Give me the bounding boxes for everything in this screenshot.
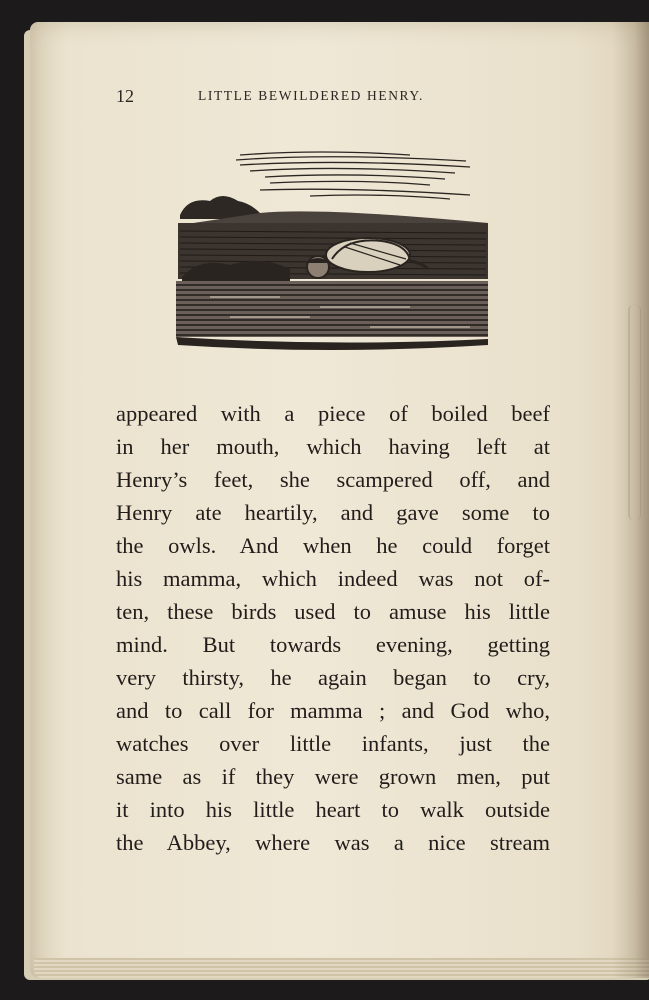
- binding-thread: [628, 305, 641, 520]
- text-line: Henry’s feet, she scampered off, and: [116, 467, 550, 492]
- text-line: Henry ate heartily, and gave some to: [116, 500, 550, 525]
- page-edges: [34, 958, 649, 978]
- text-line: watches over little infants, just the: [116, 731, 550, 756]
- text-line: ten, these birds used to amuse his little: [116, 599, 550, 624]
- running-title: LITTLE BEWILDERED HENRY.: [198, 88, 424, 103]
- text-line: mind. But towards evening, getting: [116, 632, 550, 657]
- text-line: and to call for mamma ; and God who,: [116, 698, 550, 723]
- text-line: the owls. And when he could forget: [116, 533, 550, 558]
- page-header: [0, 0, 649, 140]
- page-number: 12: [116, 86, 134, 106]
- text-line: his mamma, which indeed was not of-: [116, 566, 550, 591]
- text-line: it into his little heart to walk outside: [116, 797, 550, 822]
- woodcut-illustration-icon: [170, 145, 492, 357]
- text-line: very thirsty, he again began to cry,: [116, 665, 550, 690]
- text-line: same as if they were grown men, put: [116, 764, 550, 789]
- text-line: appeared with a piece of boiled beef: [116, 401, 550, 426]
- body-text: [116, 397, 550, 859]
- text-line: in her mouth, which having left at: [116, 434, 550, 459]
- text-line: the Abbey, where was a nice stream: [116, 830, 550, 855]
